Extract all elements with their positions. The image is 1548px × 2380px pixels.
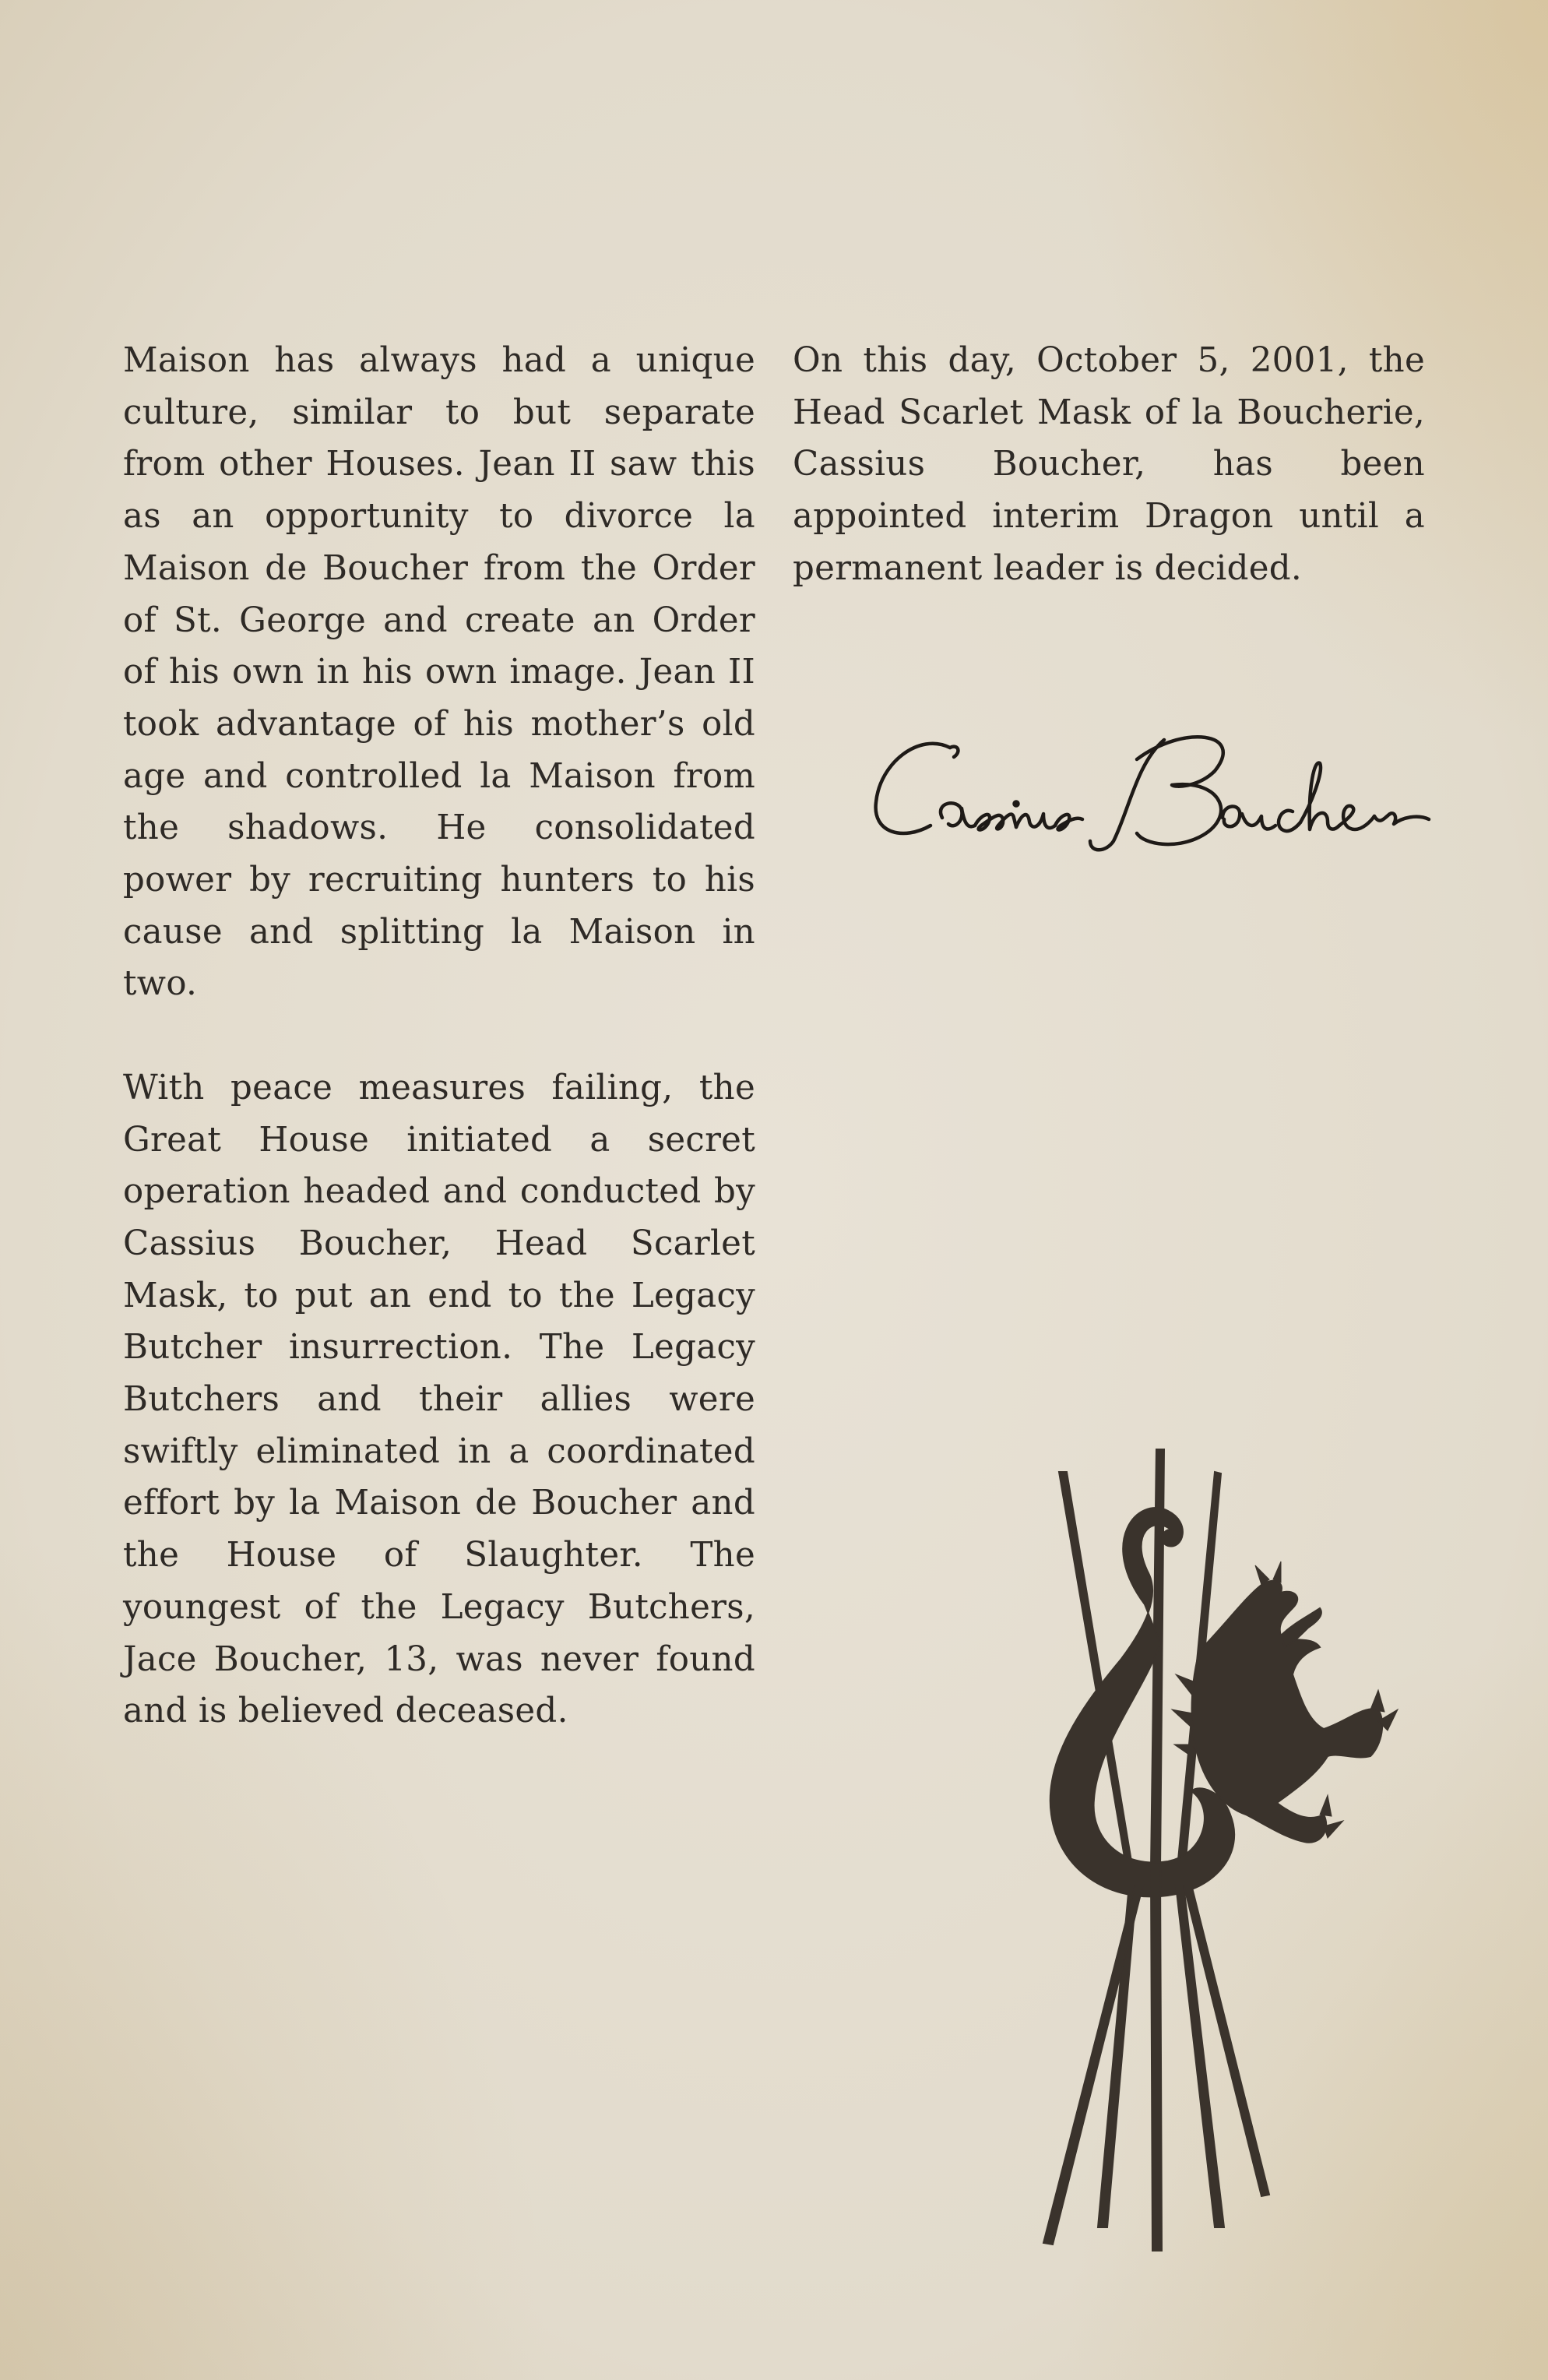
left-paragraph-1: Maison has always had a unique culture, similar to but separate from other Houses. Jean II saw this as an opportunity to divorce la Maison de Boucher from the Order of St. George and create an Order of his own in his own image. Jean II took advantage of his mother’s old age and controlled la Maison from the shadows. He consolidated power by recruiting hunters to his cause and splitting la Maison in two. xyxy=(123,341,755,1004)
right-column xyxy=(793,335,1425,595)
left-column xyxy=(123,335,755,1737)
dragon-and-spears-emblem-icon xyxy=(1012,1449,1417,2259)
handwritten-signature xyxy=(857,716,1448,872)
right-paragraph-1: On this day, October 5, 2001, the Head Scarlet Mask of la Boucherie, Cassius Boucher, has been appointed interim Dragon until a permanent leader is decided. xyxy=(793,341,1425,588)
left-paragraph-2: With peace measures failing, the Great House initiated a secret operation headed and conducted by Cassius Boucher, Head Scarlet Mask, to put an end to the Legacy Butcher insurrection. The Legacy Butchers and their allies were swiftly eliminated in a coordinated effort by la Maison de Boucher and the House of Slaughter. The youngest of the Legacy Butchers, Jace Boucher, 13, was never found and is believed deceased. xyxy=(123,1068,755,1731)
